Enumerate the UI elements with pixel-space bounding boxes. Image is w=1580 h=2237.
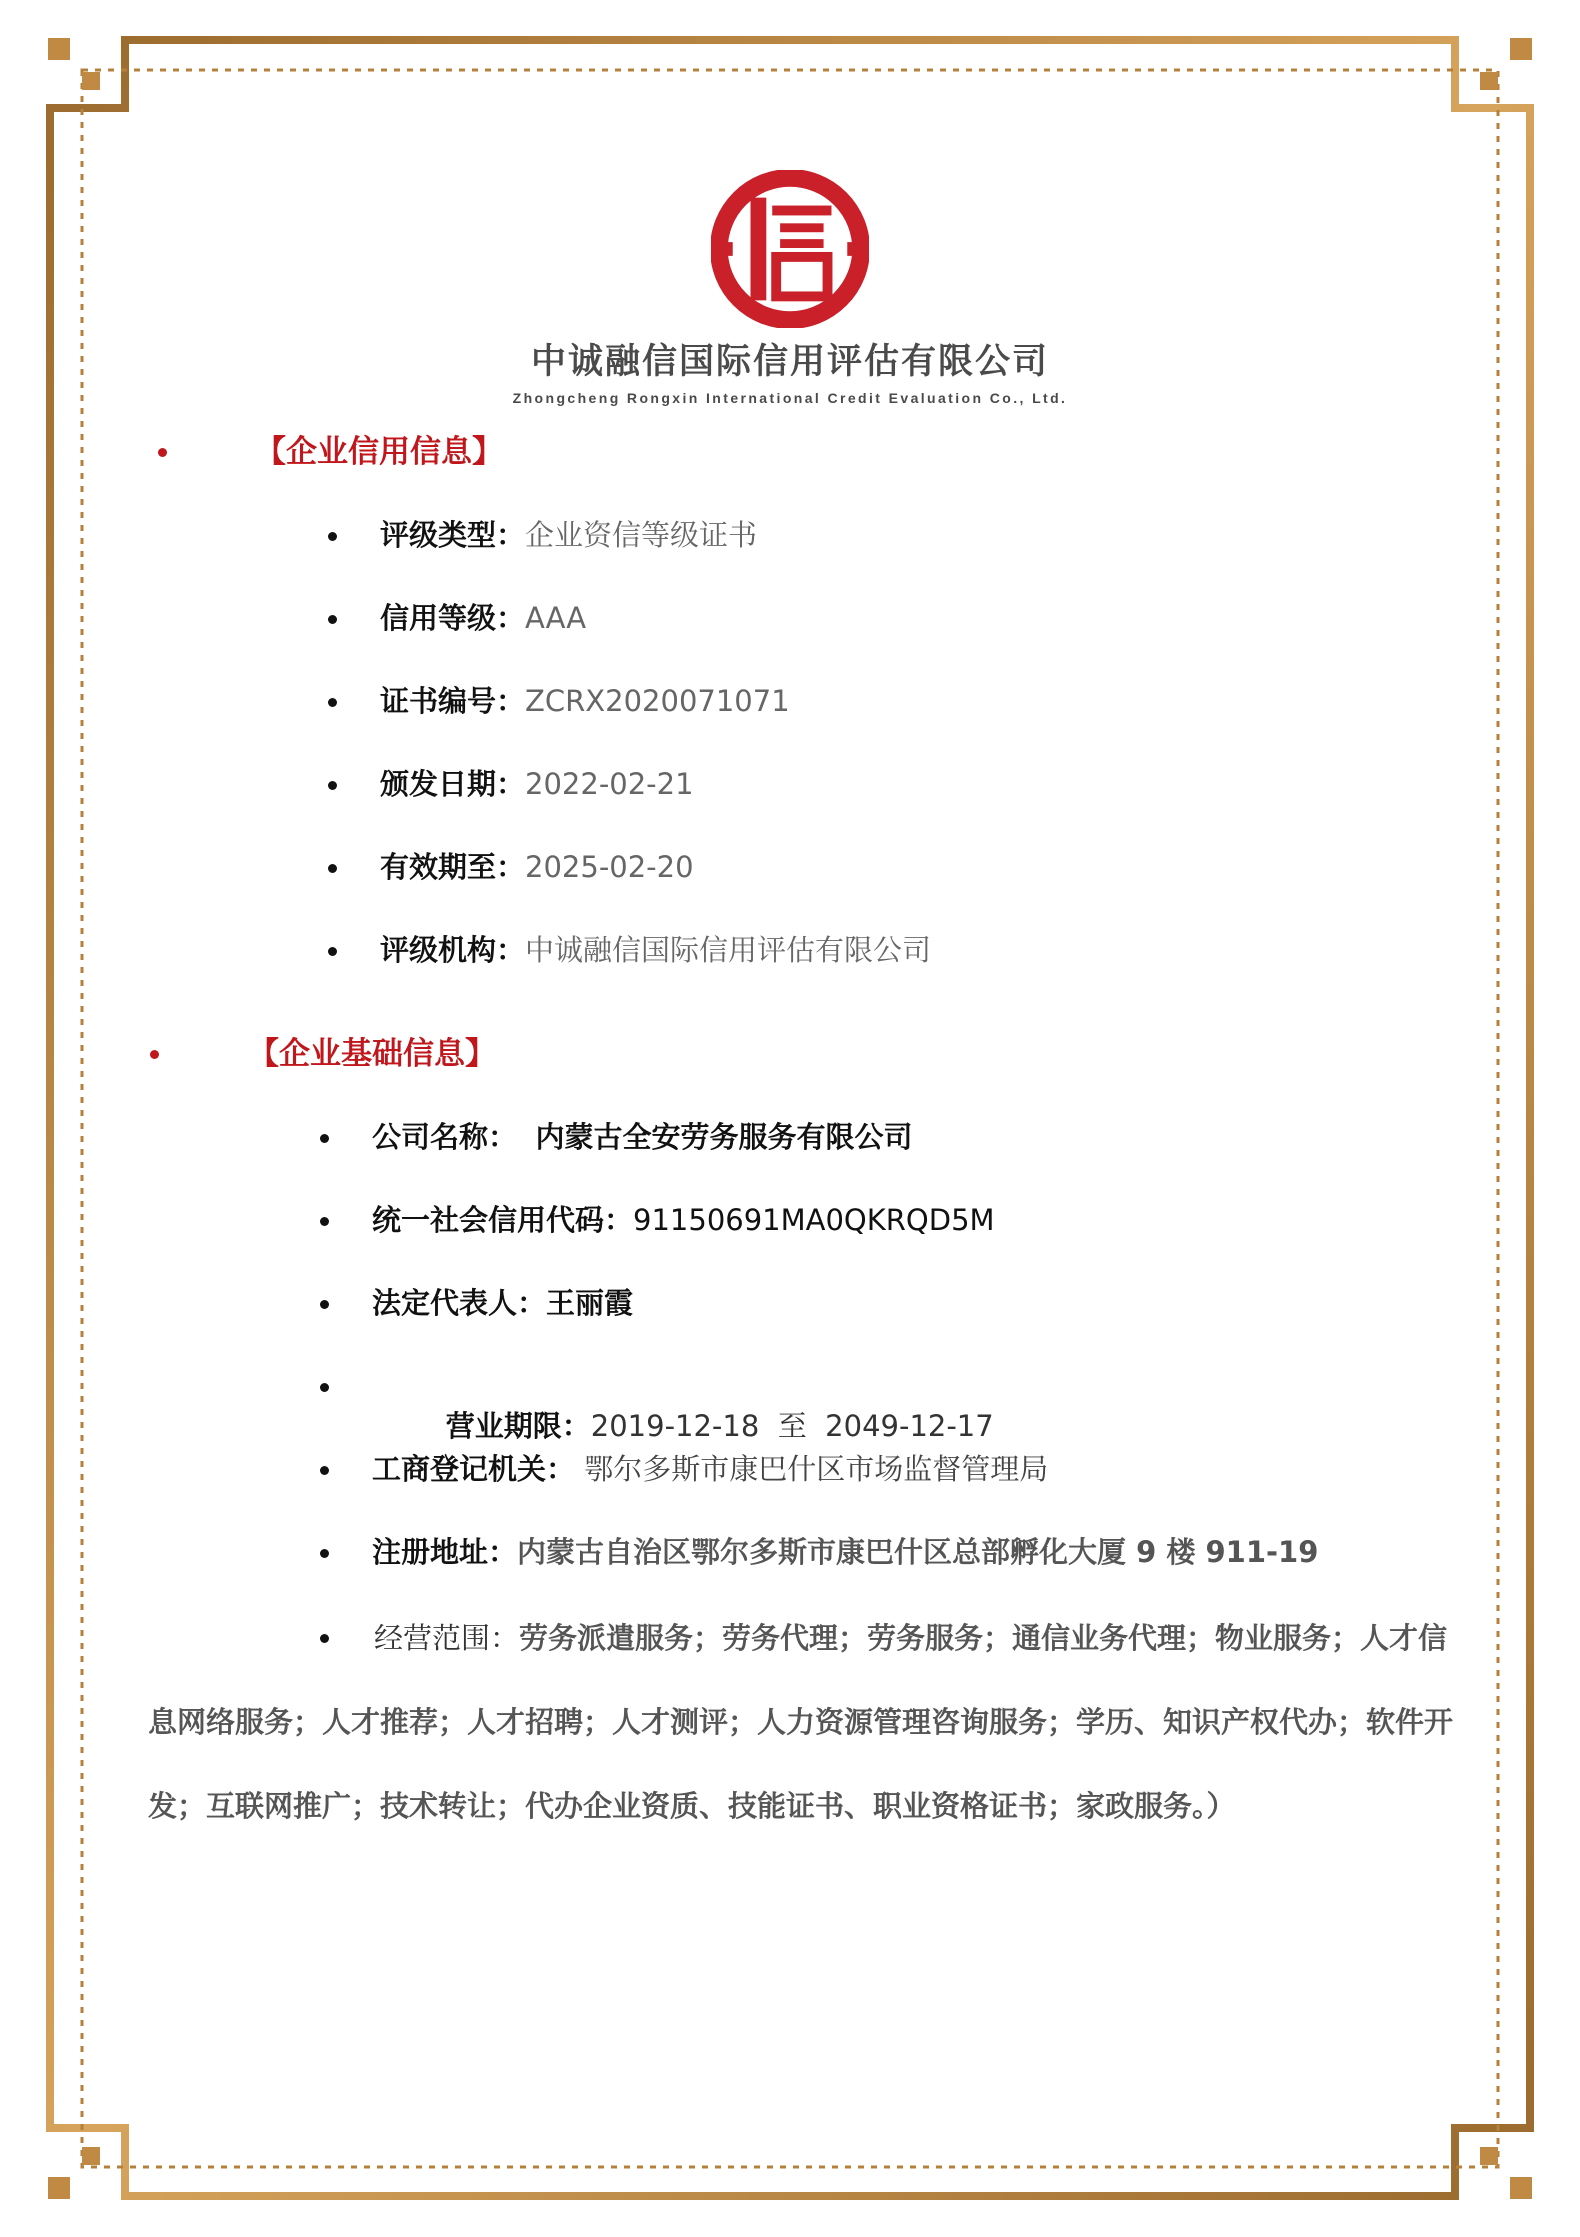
field-label: 证书编号： xyxy=(380,684,526,718)
credit-section-title: 【企业信用信息】 xyxy=(255,434,503,470)
bullet-icon xyxy=(150,1050,159,1059)
bullet-icon xyxy=(328,781,337,790)
field-label: 信用等级： xyxy=(380,601,526,635)
field-value: 91150691MA0QKRQD5M xyxy=(633,1203,995,1237)
bullet-icon xyxy=(320,1466,329,1475)
bullet-icon xyxy=(328,864,337,873)
field-label: 注册地址： xyxy=(372,1535,518,1569)
field-value: 内蒙古自治区鄂尔多斯市康巴什区总部孵化大厦 9 楼 911-19 xyxy=(517,1535,1319,1569)
field-label: 评级机构： xyxy=(380,933,526,967)
field-value: 企业资信等级证书 xyxy=(525,518,758,552)
basic-section-title: 【企业基础信息】 xyxy=(248,1036,496,1072)
red-seal-xin-logo-icon xyxy=(711,170,869,328)
field-label: 工商登记机关： xyxy=(372,1452,576,1486)
field-label: 颁发日期： xyxy=(380,767,526,801)
field-value: 内蒙古全安劳务服务有限公司 xyxy=(535,1120,913,1154)
field-label: 法定代表人： xyxy=(372,1286,547,1320)
bullet-icon xyxy=(158,448,167,457)
logo-company-name-en: Zhongcheng Rongxin International Credit Evaluation Co., Ltd. xyxy=(512,390,1068,406)
field-label: 统一社会信用代码： xyxy=(372,1203,634,1237)
bullet-icon xyxy=(320,1383,329,1392)
field-value: AAA xyxy=(525,601,587,635)
field-label: 有效期至： xyxy=(380,850,526,884)
field-label: 公司名称： xyxy=(372,1120,518,1154)
bullet-icon xyxy=(320,1549,329,1558)
bullet-icon xyxy=(320,1300,329,1309)
field-value: 2019-12-18 至 2049-12-17 xyxy=(590,1409,994,1443)
field-value: 2025-02-20 xyxy=(525,850,694,884)
field-value: 王丽霞 xyxy=(546,1286,634,1320)
bullet-icon xyxy=(320,1217,329,1226)
field-label: 营业期限： xyxy=(445,1409,591,1443)
field-value: 鄂尔多斯市康巴什区市场监督管理局 xyxy=(584,1452,1049,1486)
field-value: 2022-02-21 xyxy=(525,767,694,801)
bullet-icon xyxy=(328,615,337,624)
bullet-icon xyxy=(320,1134,329,1143)
field-value: ZCRX2020071071 xyxy=(525,684,790,718)
bullet-icon xyxy=(328,947,337,956)
company-logo xyxy=(0,170,1580,406)
field-value: 中诚融信国际信用评估有限公司 xyxy=(525,933,932,967)
logo-company-name-cn: 中诚融信国际信用评估有限公司 xyxy=(530,342,1049,382)
field-label: 评级类型： xyxy=(380,518,526,552)
business-scope-paragraph xyxy=(148,1596,1470,1848)
bullet-icon xyxy=(328,698,337,707)
business-scope-label: 经营范围： xyxy=(374,1621,520,1655)
business-scope-value: 劳务派遣服务；劳务代理；劳务服务；通信业务代理；物业服务；人才信息网络服务；人才推荐；人才招聘；人才测评；人力资源管理咨询服务；学历、知识产权代办；软件开发；互联网推广；技术转让；代办企业资质、技能证书、职业资格证书；家政服务。） xyxy=(148,1621,1454,1823)
bullet-icon xyxy=(328,532,337,541)
